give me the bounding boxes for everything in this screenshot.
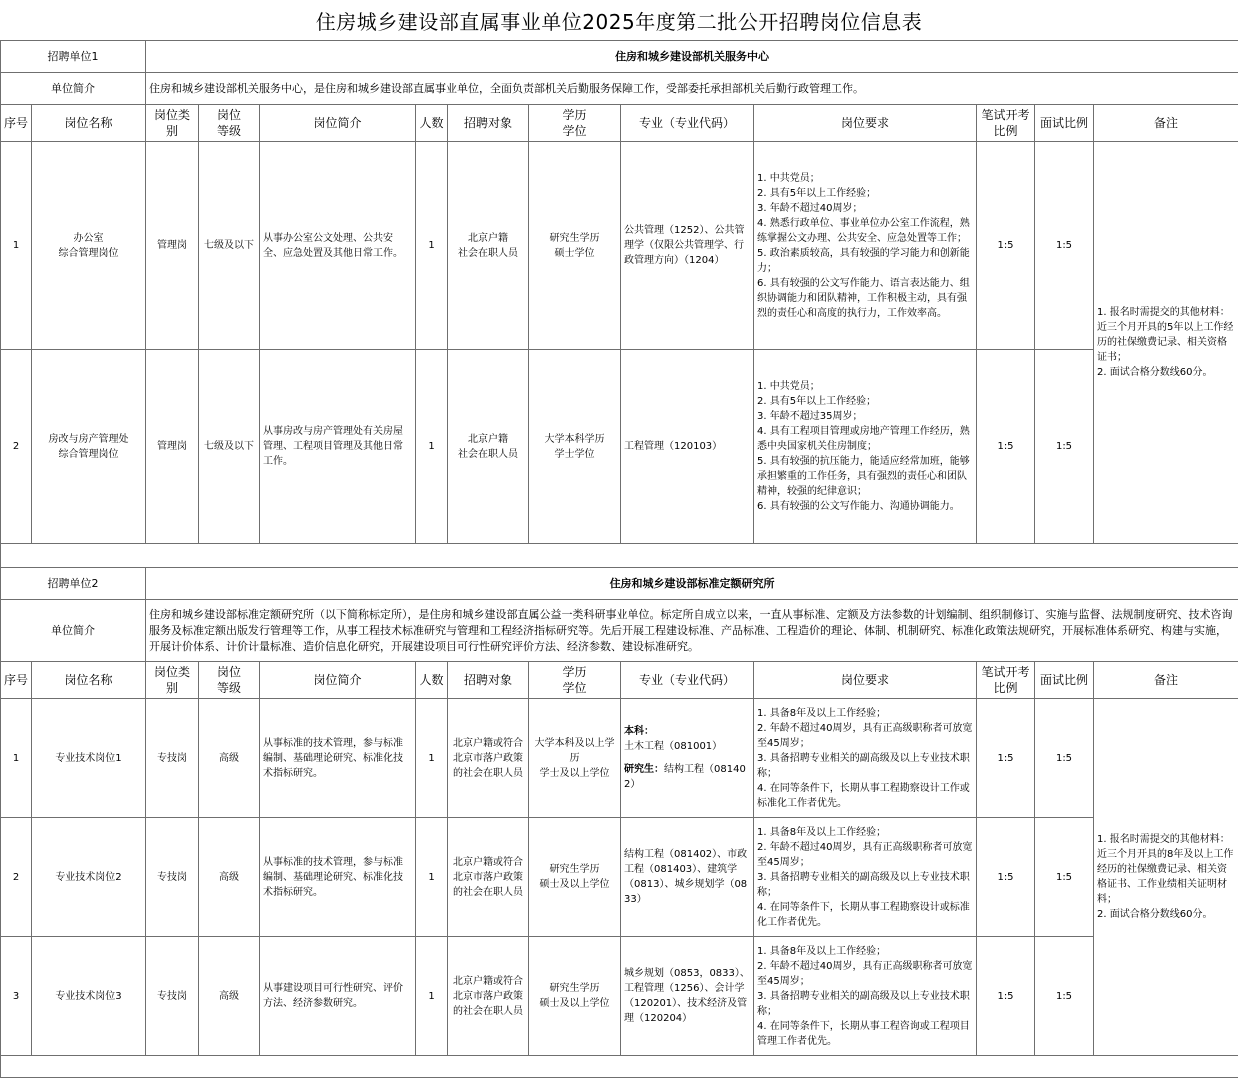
col-header: 学历 学位 <box>529 105 621 142</box>
table-row <box>1 818 1238 937</box>
major-master-label: 研究生： <box>624 764 664 775</box>
post-desc: 从事建设项目可行性研究、评价方法、经济参数研究。 <box>260 937 416 1056</box>
post-count: 1 <box>416 699 448 818</box>
post-name: 办公室 综合管理岗位 <box>32 142 146 350</box>
column-header-row <box>1 662 1238 699</box>
post-major: 工程管理（120103） <box>621 350 754 544</box>
post-category: 专技岗 <box>146 937 199 1056</box>
post-name: 房改与房产管理处 综合管理岗位 <box>32 350 146 544</box>
post-edu: 研究生学历 硕士学位 <box>529 142 621 350</box>
unit1-intro-row <box>1 73 1238 105</box>
col-header: 人数 <box>416 105 448 142</box>
post-name: 专业技术岗位2 <box>32 818 146 937</box>
post-count: 1 <box>416 937 448 1056</box>
table-row <box>1 350 1238 544</box>
unit2-label: 招聘单位2 <box>1 568 146 600</box>
written-ratio: 1:5 <box>977 937 1035 1056</box>
post-major: 结构工程（081402）、市政工程（081403）、建筑学（0813）、城乡规划学（0833） <box>621 818 754 937</box>
major-bachelor-label: 本科： <box>624 726 654 737</box>
col-header: 笔试开考 比例 <box>977 105 1035 142</box>
unit1-header-row <box>1 41 1238 73</box>
row-no: 2 <box>1 818 32 937</box>
col-header: 岗位简介 <box>260 662 416 699</box>
row-no: 1 <box>1 699 32 818</box>
interview-ratio: 1:5 <box>1035 350 1094 544</box>
col-header: 面试比例 <box>1035 105 1094 142</box>
spacer-cell <box>1 544 1238 568</box>
post-category: 专技岗 <box>146 818 199 937</box>
post-req: 1. 具备8年及以上工作经验； 2. 年龄不超过40周岁，具有正高级职称者可放宽至45周岁； 3. 具备招聘专业相关的副高级及以上专业技术职称； 4. 在同等条件下，长期从事工程勘察设计工作或标准化工作者优先。 <box>754 699 977 818</box>
post-req: 1. 中共党员； 2. 具有5年以上工作经验； 3. 年龄不超过40周岁； 4. 熟悉行政单位、事业单位办公室工作流程，熟练掌握公文办理、公共安全、应急处置等工作； 5. 政治素质较高，具有较强的学习能力和创新能力； 6. 具有较强的公文写作能力、语言表达能力、组织协调能力和团队精神，工作积极主动，具有强烈的责任心和高度的执行力，工作效率高。 <box>754 142 977 350</box>
row-no: 2 <box>1 350 32 544</box>
table-row <box>1 699 1238 818</box>
col-header: 招聘对象 <box>448 105 529 142</box>
unit2-intro: 住房和城乡建设部标准定额研究所（以下简称标定所），是住房和城乡建设部直属公益一类科研事业单位。标定所自成立以来，一直从事标准、定额及方法参数的计划编制、组织制修订、实施与监督、法规制度研究、技术咨询服务及标准定额出版发行管理等工作，从事工程技术标准研究与管理和工程经济指标研究等。先后开展工程建设标准、产品标准、工程造价的理论、体制、机制研究、标准化政策法规研究，开展标准体系研究、构建与实施，开展计价体系、计价计量标准、造价信息化研究，开展建设项目可行性研究评价方法、经济参数、建设标准研究。 <box>146 600 1238 662</box>
post-name: 专业技术岗位1 <box>32 699 146 818</box>
post-edu: 研究生学历 硕士及以上学位 <box>529 937 621 1056</box>
post-major: 公共管理（1252）、公共管理学（仅限公共管理学、行政管理方向）（1204） <box>621 142 754 350</box>
col-header: 人数 <box>416 662 448 699</box>
col-header: 面试比例 <box>1035 662 1094 699</box>
post-category: 专技岗 <box>146 699 199 818</box>
post-desc: 从事标准的技术管理，参与标准编制、基础理论研究、标准化技术指标研究。 <box>260 699 416 818</box>
interview-ratio: 1:5 <box>1035 818 1094 937</box>
unit2-intro-row <box>1 600 1238 662</box>
interview-ratio: 1:5 <box>1035 142 1094 350</box>
written-ratio: 1:5 <box>977 818 1035 937</box>
post-edu: 大学本科及以上学历 学士及以上学位 <box>529 699 621 818</box>
spacer-row <box>1 1056 1238 1078</box>
col-header: 岗位要求 <box>754 105 977 142</box>
col-header: 专业（专业代码） <box>621 105 754 142</box>
post-level: 七级及以下 <box>199 350 260 544</box>
post-count: 1 <box>416 142 448 350</box>
major-bachelor: 土木工程（081001） <box>624 741 723 752</box>
major-master: 结构工程（081402） <box>624 764 746 790</box>
post-edu: 大学本科学历 学士学位 <box>529 350 621 544</box>
unit2-note: 1. 报名时需提交的其他材料：近三个月开具的8年及以上工作经历的社保缴费记录、相关资格证书、工作业绩相关证明材料； 2. 面试合格分数线60分。 <box>1094 699 1238 1056</box>
unit1-label: 招聘单位1 <box>1 41 146 73</box>
col-header: 岗位要求 <box>754 662 977 699</box>
post-req: 1. 具备8年及以上工作经验； 2. 年龄不超过40周岁，具有正高级职称者可放宽至45周岁； 3. 具备招聘专业相关的副高级及以上专业技术职称； 4. 在同等条件下，长期从事工程勘察设计或标准化工作者优先。 <box>754 818 977 937</box>
unit1-name: 住房和城乡建设部机关服务中心 <box>146 41 1238 73</box>
major-master-line <box>624 762 750 792</box>
recruitment-table <box>0 40 1238 1078</box>
col-header: 备注 <box>1094 105 1238 142</box>
post-major <box>621 699 754 818</box>
post-target: 北京户籍或符合北京市落户政策的社会在职人员 <box>448 699 529 818</box>
col-header: 学历 学位 <box>529 662 621 699</box>
post-target: 北京户籍 社会在职人员 <box>448 142 529 350</box>
post-target: 北京户籍或符合北京市落户政策的社会在职人员 <box>448 937 529 1056</box>
unit2-header-row <box>1 568 1238 600</box>
col-header: 序号 <box>1 662 32 699</box>
col-header: 岗位名称 <box>32 105 146 142</box>
row-no: 1 <box>1 142 32 350</box>
written-ratio: 1:5 <box>977 699 1035 818</box>
post-major: 城乡规划（0853，0833）、工程管理（1256）、会计学（120201）、技术经济及管理（120204） <box>621 937 754 1056</box>
table-row <box>1 142 1238 350</box>
unit1-intro: 住房和城乡建设部机关服务中心，是住房和城乡建设部直属事业单位，全面负责部机关后勤服务保障工作，受部委托承担部机关后勤行政管理工作。 <box>146 73 1238 105</box>
post-count: 1 <box>416 350 448 544</box>
post-desc: 从事标准的技术管理，参与标准编制、基础理论研究、标准化技术指标研究。 <box>260 818 416 937</box>
interview-ratio: 1:5 <box>1035 937 1094 1056</box>
post-req: 1. 中共党员； 2. 具有5年以上工作经验； 3. 年龄不超过35周岁； 4. 具有工程项目管理或房地产管理工作经历，熟悉中央国家机关住房制度； 5. 具有较强的抗压能力，能适应经常加班，能够承担繁重的工作任务，具有强烈的责任心和团队精神，较强的纪律意识； 6. 具有较强的公文写作能力、沟通协调能力。 <box>754 350 977 544</box>
post-req: 1. 具备8年及以上工作经验； 2. 年龄不超过40周岁，具有正高级职称者可放宽至45周岁； 3. 具备招聘专业相关的副高级及以上专业技术职称； 4. 在同等条件下，长期从事工程咨询或工程项目管理工作者优先。 <box>754 937 977 1056</box>
col-header: 岗位 等级 <box>199 662 260 699</box>
page-title: 住房城乡建设部直属事业单位2025年度第二批公开招聘岗位信息表 <box>315 10 923 34</box>
col-header: 专业（专业代码） <box>621 662 754 699</box>
col-header: 笔试开考 比例 <box>977 662 1035 699</box>
post-level: 高级 <box>199 818 260 937</box>
post-desc: 从事办公室公文处理、公共安全、应急处置及其他日常工作。 <box>260 142 416 350</box>
col-header: 招聘对象 <box>448 662 529 699</box>
col-header: 岗位 等级 <box>199 105 260 142</box>
unit2-name: 住房和城乡建设部标准定额研究所 <box>146 568 1238 600</box>
post-count: 1 <box>416 818 448 937</box>
post-level: 七级及以下 <box>199 142 260 350</box>
col-header: 岗位名称 <box>32 662 146 699</box>
post-level: 高级 <box>199 937 260 1056</box>
written-ratio: 1:5 <box>977 142 1035 350</box>
post-level: 高级 <box>199 699 260 818</box>
col-header: 岗位简介 <box>260 105 416 142</box>
col-header: 备注 <box>1094 662 1238 699</box>
unit1-intro-label: 单位简介 <box>1 73 146 105</box>
post-category: 管理岗 <box>146 142 199 350</box>
col-header: 岗位类别 <box>146 105 199 142</box>
spacer-row <box>1 544 1238 568</box>
post-target: 北京户籍 社会在职人员 <box>448 350 529 544</box>
col-header: 岗位类别 <box>146 662 199 699</box>
post-name: 专业技术岗位3 <box>32 937 146 1056</box>
written-ratio: 1:5 <box>977 350 1035 544</box>
interview-ratio: 1:5 <box>1035 699 1094 818</box>
unit1-note: 1. 报名时需提交的其他材料：近三个月开具的5年以上工作经历的社保缴费记录、相关资格证书； 2. 面试合格分数线60分。 <box>1094 142 1238 544</box>
post-category: 管理岗 <box>146 350 199 544</box>
spacer-cell <box>1 1056 1238 1078</box>
table-row <box>1 937 1238 1056</box>
col-header: 序号 <box>1 105 32 142</box>
post-desc: 从事房改与房产管理处有关房屋管理、工程项目管理及其他日常工作。 <box>260 350 416 544</box>
row-no: 3 <box>1 937 32 1056</box>
post-edu: 研究生学历 硕士及以上学位 <box>529 818 621 937</box>
column-header-row <box>1 105 1238 142</box>
post-target: 北京户籍或符合北京市落户政策的社会在职人员 <box>448 818 529 937</box>
major-bachelor-line <box>624 724 750 754</box>
unit2-intro-label: 单位简介 <box>1 600 146 662</box>
